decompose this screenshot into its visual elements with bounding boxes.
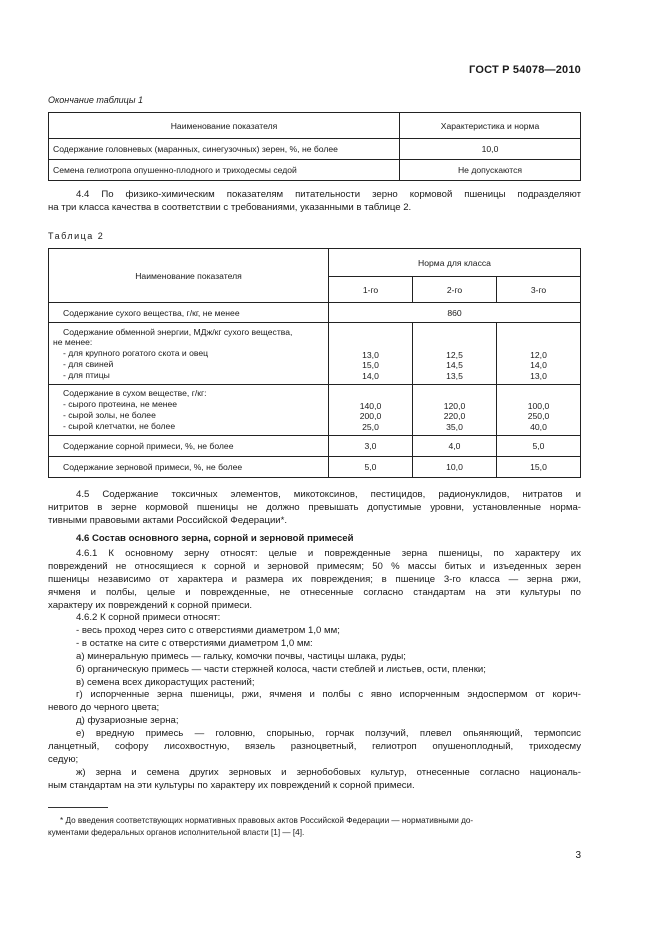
table-cell: 3,0	[329, 436, 413, 457]
text-line: ж) зерна и семена других зерновых и зернобобовых культур, отнесенные согласно националь-	[76, 766, 581, 778]
paragraph-4-5	[48, 489, 581, 528]
table-cell: Содержание головневых (маранных, синегузочных) зерен, %, не более	[49, 139, 400, 160]
class-header-cell: 2-го	[413, 277, 497, 303]
text-line: ланцетный, софору лисохвостную, вязель разноцветный, гелиотроп опушеноплодный, триходесму	[48, 741, 581, 753]
footnote	[48, 815, 581, 839]
table-cell	[49, 385, 329, 436]
table1-header-cell: Наименование показателя	[49, 113, 400, 139]
paragraph-4-4	[48, 189, 581, 215]
text-line: седую;	[48, 753, 79, 765]
row-label: - для крупного рогатого скота и овец	[63, 348, 209, 359]
table-row	[49, 436, 581, 457]
cell-value: 12,0	[530, 349, 547, 360]
cell-value: 12,5	[446, 349, 463, 360]
text-line: - весь проход через сито с отверстиями диаметром 1,0 мм;	[76, 624, 340, 636]
table2-header-cell: Наименование показателя	[49, 249, 329, 303]
cell-value: 14,0	[362, 371, 379, 382]
row-label: Содержание в сухом веществе, г/кг:	[63, 388, 207, 399]
footnote-line: * До введения соответствующих нормативных правовых актов Российской Федерации — нормативными до-	[60, 816, 474, 825]
table2	[48, 248, 581, 478]
cell-value: 250,0	[527, 411, 550, 422]
table-cell	[329, 385, 413, 436]
table-cell: 860	[329, 303, 581, 323]
cell-value: 100,0	[527, 400, 550, 411]
page-number: 3	[575, 850, 581, 861]
table1	[48, 112, 581, 181]
class-header-cell: 3-го	[497, 277, 581, 303]
cell-value: 120,0	[443, 400, 466, 411]
text-line: 4.6.2 К сорной примеси относят:	[76, 612, 221, 623]
table-row	[49, 323, 581, 385]
table-cell: 15,0	[497, 457, 581, 478]
table-cell	[413, 323, 497, 385]
table-row	[49, 303, 581, 323]
table-cell: 5,0	[329, 457, 413, 478]
table-cell: Содержание сухого вещества, г/кг, не менее	[49, 303, 329, 323]
row-label: - сырой клетчатки, не более	[63, 420, 176, 431]
table-cell: Семена гелиотропа опушенно-плодного и триходесмы седой	[49, 160, 400, 181]
row-label: - для свиней	[63, 358, 114, 369]
table-row	[49, 385, 581, 436]
text-line: б) органическую примесь — части стержней колоса, части стеблей и листьев, ости, пленки;	[76, 663, 486, 675]
table-cell	[413, 385, 497, 436]
row-label: - сырой золы, не более	[63, 410, 156, 420]
table2-header-row	[49, 249, 581, 277]
table-cell: 10,0	[413, 457, 497, 478]
cell-value: 14,0	[530, 360, 547, 371]
text-line: - в остатке на сите с отверстиями диаметром 1,0 мм:	[76, 637, 313, 649]
text-line: повреждений не относящиеся к сорной и зерновой примесям; 50 % массы битых и изъеденных зерен	[48, 560, 581, 572]
footnote-line: кументами федеральных органов исполнительной власти [1] — [4].	[48, 828, 305, 837]
row-label: не менее:	[53, 337, 93, 348]
footnote-divider	[48, 807, 108, 808]
table1-header-cell: Характеристика и норма	[400, 113, 581, 139]
text-line: ячменя и полбы, целые и поврежденные, не отнесенные согласно стандартам на эти культуры по	[48, 586, 581, 598]
paragraph-4-6-2	[48, 612, 581, 793]
cell-value: 140,0	[359, 400, 382, 411]
table-cell: Не допускаются	[400, 160, 581, 181]
text-line: е) вредную примесь — головню, спорынью, горчак ползучий, плевел опьяняющий, термопсис	[76, 728, 581, 740]
class-header-cell: 1-го	[329, 277, 413, 303]
cell-value: 40,0	[530, 422, 547, 433]
table-cell: Содержание зерновой примеси, %, не более	[49, 457, 329, 478]
text-line: невого до черного цвета;	[48, 702, 160, 714]
text-line: характеру их повреждений к сорной примеси.	[48, 599, 253, 611]
table-cell	[497, 385, 581, 436]
text-line: а) минеральную примесь — гальку, комочки почвы, частицы шлака, руды;	[76, 650, 406, 662]
table1-caption: Окончание таблицы 1	[48, 95, 143, 105]
text-line: пшеницы независимо от характера и размера их повреждения; в пшенице 3-го класса — зерна ржи,	[48, 573, 581, 585]
table-row	[49, 160, 581, 181]
cell-value: 35,0	[446, 422, 463, 433]
text-line: нитритов в зерне кормовой пшеницы не должно превышать допустимые уровни, установленные норма-	[48, 501, 581, 513]
table-cell: 10,0	[400, 139, 581, 160]
text-line: 4.4 По физико-химическим показателям питательности зерно кормовой пшеницы подразделяют	[76, 189, 581, 200]
text-line: в) семена всех дикорастущих растений;	[76, 676, 255, 688]
table2-group-header: Норма для класса	[329, 249, 581, 277]
text-line: 4.6.1 К основному зерну относят: целые и поврежденные зерна пшеницы, по характеру их	[76, 548, 581, 559]
cell-value: 200,0	[359, 411, 382, 422]
row-label: Содержание обменной энергии, МДж/кг сухого вещества,	[63, 326, 293, 337]
cell-value: 15,0	[362, 360, 379, 371]
text-line: 4.5 Содержание токсичных элементов, микотоксинов, пестицидов, радионуклидов, нитратов и	[76, 489, 581, 500]
cell-value: 220,0	[443, 411, 466, 422]
cell-value: 14,5	[446, 360, 463, 371]
table1-header-row	[49, 113, 581, 139]
section-heading-4-6: 4.6 Состав основного зерна, сорной и зерновой примесей	[76, 533, 354, 544]
row-label: - для птицы	[63, 369, 110, 380]
cell-value: 13,5	[446, 371, 463, 382]
paragraph-4-6-1	[48, 548, 581, 613]
table-row	[49, 139, 581, 160]
table-cell: 5,0	[497, 436, 581, 457]
text-line: г) испорченные зерна пшеницы, ржи, ячменя и полбы с явно испорченным эндоспермом от корич-	[76, 689, 581, 701]
cell-value: 13,0	[530, 371, 547, 382]
table-cell: Содержание сорной примеси, %, не более	[49, 436, 329, 457]
table-cell	[49, 323, 329, 385]
text-line: д) фузариозные зерна;	[76, 715, 179, 727]
row-label: - сырого протеина, не менее	[63, 399, 178, 410]
table-cell	[329, 323, 413, 385]
table-cell	[497, 323, 581, 385]
table2-caption: Таблица 2	[48, 231, 105, 241]
document-code: ГОСТ Р 54078—2010	[469, 64, 581, 76]
cell-value: 25,0	[362, 422, 379, 433]
table-row	[49, 457, 581, 478]
table-cell: 4,0	[413, 436, 497, 457]
text-line: ным стандартам на эти культуры по характеру их повреждений к сорной примеси.	[48, 779, 415, 791]
cell-value: 13,0	[362, 349, 379, 360]
text-line: тивными правовыми актами Российской Федерации*.	[48, 514, 288, 526]
text-line: на три класса качества в соответствии с требованиями, указанными в таблице 2.	[48, 201, 412, 213]
